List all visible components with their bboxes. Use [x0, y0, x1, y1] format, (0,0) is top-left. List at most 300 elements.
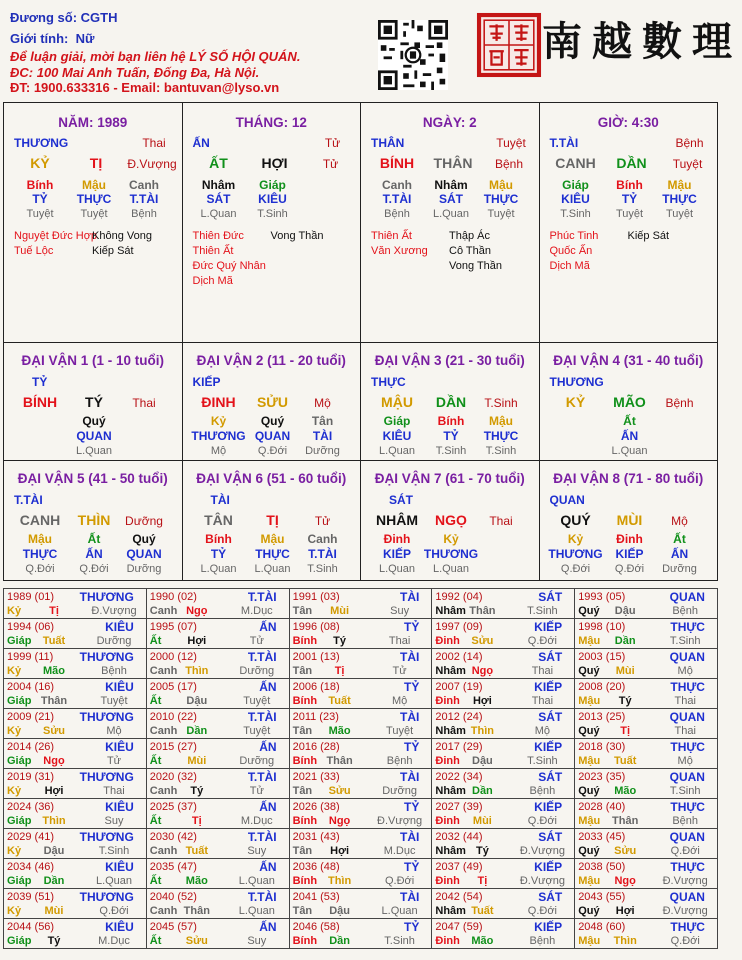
hidden-stage: L.Quan: [200, 208, 237, 220]
year-stage: L.Quan: [238, 905, 275, 917]
year-ten-god: TÀI: [400, 770, 420, 784]
year-branch: Tý: [333, 635, 347, 647]
year-cell: [431, 678, 575, 709]
shensha-bad: Thập Ác: [449, 230, 490, 242]
dai-van-hidden-ten-god: ẤN: [670, 547, 689, 561]
dai-van-hidden-stem: Bính: [437, 414, 465, 428]
dai-van-hidden-ten-god: KIÊU: [382, 429, 412, 443]
year-label: 2045 (57): [149, 921, 197, 933]
year-label: 2033 (45): [578, 831, 626, 843]
dai-van-hidden-stage: L.Quan: [75, 445, 113, 457]
year-stem: Nhâm: [435, 785, 466, 797]
year-branch: Mùi: [330, 605, 350, 617]
year-ten-god: TỶ: [404, 920, 420, 934]
dai-van-hidden-stage: Dưỡng: [662, 563, 697, 575]
year-stage: Thai: [388, 635, 411, 647]
year-ten-god: ẤN: [259, 920, 277, 934]
year-branch: Tý: [618, 695, 632, 707]
year-ten-god: ẤN: [259, 740, 277, 754]
year-ten-god: T.TÀI: [247, 590, 277, 604]
hidden-stem: Giáp: [259, 178, 286, 192]
year-label: 1995 (07): [149, 621, 197, 633]
year-cell: [289, 738, 433, 769]
year-stem: Đinh: [435, 695, 460, 707]
year-stem: Giáp: [7, 935, 32, 947]
shensha-good: Quốc Ấn: [549, 245, 593, 257]
year-label: 2028 (40): [578, 801, 626, 813]
dai-van-branch: MÙI: [616, 512, 643, 528]
year-cell: [574, 888, 718, 919]
phone-email-line[interactable]: ĐT: 1900.633316 - Email: bantuvan@lyso.vn: [10, 80, 280, 95]
year-stem: Mậu: [578, 635, 601, 647]
year-cell: [431, 828, 575, 859]
hidden-stem: Bính: [616, 178, 643, 192]
year-branch: Mùi: [44, 905, 64, 917]
year-stem: Bính: [292, 695, 318, 707]
year-cell: [146, 828, 290, 859]
pillar-ten-god: T.TÀI: [549, 136, 579, 150]
year-cell: [289, 708, 433, 739]
dai-van-hidden-stem: Giáp: [383, 414, 411, 428]
year-ten-god: THỰC: [670, 920, 705, 934]
hidden-ten-god: SÁT: [439, 192, 463, 206]
hidden-stem: Canh: [382, 178, 412, 192]
dai-van-hidden-stage: L.Quan: [254, 563, 291, 575]
year-ten-god: THƯƠNG: [79, 770, 134, 784]
year-label: 2018 (30): [578, 741, 626, 753]
year-stage: Dưỡng: [239, 755, 275, 767]
year-stem: Quý: [578, 905, 600, 917]
year-cell: [3, 588, 147, 619]
year-branch: Tý: [475, 845, 489, 857]
dai-van-ten-god: THỰC: [371, 375, 406, 389]
pillar-branch-stage: Đ.Vượng: [127, 157, 177, 171]
dai-van-stage: Mộ: [671, 514, 688, 528]
dai-van-hidden-stage: L.Quan: [200, 563, 237, 575]
year-branch: Thân: [612, 815, 639, 827]
dai-van-hidden-stem: Kỷ: [443, 532, 459, 546]
year-branch: Thân: [40, 695, 68, 707]
year-ten-god: THỰC: [670, 860, 705, 874]
year-branch: Mùi: [472, 815, 492, 827]
year-stem: Đinh: [435, 755, 460, 767]
dai-van-ten-god: THƯƠNG: [549, 375, 604, 389]
year-cell: [3, 888, 147, 919]
year-stem: Tân: [292, 665, 313, 677]
dai-van-hidden-ten-god: THƯƠNG: [191, 429, 246, 443]
dai-van-stem: NHÂM: [376, 512, 418, 528]
year-stem: Nhâm: [435, 665, 466, 677]
year-ten-god: QUAN: [669, 650, 705, 664]
year-branch: Tị: [334, 665, 345, 677]
year-stage: Tử: [249, 635, 264, 647]
year-cell: [574, 918, 718, 949]
contact-line[interactable]: Để luận giải, mời bạn liên hệ LÝ SỐ HỘI QUÁN.: [10, 49, 301, 64]
year-stage: Thai: [531, 665, 554, 677]
dai-van-hidden-ten-god: TÀI: [312, 429, 333, 443]
year-stem: Đinh: [435, 935, 460, 947]
year-cell: [431, 618, 575, 649]
year-stem: Ất: [149, 755, 162, 767]
year-cell: [574, 708, 718, 739]
gioi-tinh-label: Giới tính:: [10, 31, 69, 46]
year-stem: Bính: [292, 755, 318, 767]
dai-van-hidden-stem: Ất: [87, 532, 101, 546]
year-cell: [146, 798, 290, 829]
dai-van-ten-god: SÁT: [389, 493, 413, 507]
year-label: 1992 (04): [435, 591, 483, 603]
year-stem: Giáp: [7, 695, 32, 707]
dai-van-cell: [3, 342, 183, 461]
year-branch: Thìn: [327, 875, 352, 887]
year-label: 2013 (25): [578, 711, 626, 723]
year-cell: [3, 918, 147, 949]
year-cell: [289, 858, 433, 889]
year-ten-god: THƯƠNG: [79, 830, 134, 844]
hidden-stage: Tuyệt: [615, 208, 644, 220]
pillar-branch: DẦN: [616, 155, 647, 171]
year-ten-god: TỶ: [404, 800, 420, 814]
year-cell: [289, 888, 433, 919]
year-stem: Quý: [578, 725, 600, 737]
year-stage: Suy: [104, 815, 124, 827]
year-stem: Kỷ: [7, 605, 22, 617]
year-ten-god: THỰC: [670, 740, 705, 754]
hidden-stage: Tuyệt: [487, 208, 515, 220]
year-ten-god: ẤN: [259, 620, 277, 634]
year-stem: Bính: [292, 635, 318, 647]
year-cell: [574, 858, 718, 889]
year-ten-god: THỰC: [670, 800, 705, 814]
year-ten-god: THƯƠNG: [79, 590, 134, 604]
year-label: 2005 (17): [149, 681, 197, 693]
dai-van-hidden-stem: Mậu: [489, 414, 513, 428]
shensha-good: Tuế Lộc: [14, 245, 54, 257]
year-cell: [3, 708, 147, 739]
qr-code-icon[interactable]: [378, 20, 448, 90]
dai-van-stage: Mộ: [314, 396, 331, 410]
year-stem: Ất: [149, 935, 162, 947]
year-cell: [146, 858, 290, 889]
year-stage: Q.Đới: [670, 845, 700, 857]
year-ten-god: KIẾP: [534, 920, 563, 934]
year-stem: Giáp: [7, 755, 32, 767]
pillar-ten-god: THƯƠNG: [14, 136, 69, 150]
year-label: 2007 (19): [435, 681, 483, 693]
year-stem: Canh: [149, 785, 178, 797]
year-label: 2024 (36): [7, 801, 55, 813]
year-ten-god: KIÊU: [105, 800, 134, 814]
pillar-cell: [360, 102, 540, 343]
year-stage: Dưỡng: [382, 785, 417, 797]
dai-van-hidden-stage: Mộ: [210, 445, 227, 457]
year-label: 2027 (39): [435, 801, 483, 813]
dai-van-title: ĐẠI VẬN 2 (11 - 20 tuổi): [196, 353, 346, 368]
year-stem: Canh: [149, 905, 178, 917]
pillar-stem: BÍNH: [379, 155, 415, 171]
year-ten-god: SÁT: [538, 710, 563, 724]
year-stem: Tân: [292, 605, 313, 617]
year-stage: Đ.Vượng: [662, 875, 708, 887]
dai-van-cell: [539, 342, 719, 461]
year-ten-god: ẤN: [259, 800, 277, 814]
gioi-tinh-line: [10, 31, 94, 46]
dai-van-hidden-stage: Dưỡng: [126, 563, 162, 575]
year-stage: Thai: [674, 695, 696, 707]
pillar-stem: CANH: [555, 155, 596, 171]
dai-van-stem: QUÝ: [560, 512, 591, 528]
year-ten-god: QUAN: [669, 710, 705, 724]
year-stage: Suy: [247, 845, 267, 857]
hidden-stage: T.Sinh: [257, 208, 288, 220]
year-label: 1998 (10): [578, 621, 626, 633]
year-label: 2035 (47): [149, 861, 197, 873]
dai-van-title: ĐẠI VẬN 6 (51 - 60 tuổi): [196, 471, 347, 486]
year-stage: Dưỡng: [96, 635, 132, 647]
year-stem: Nhâm: [435, 725, 466, 737]
year-cell: [146, 738, 290, 769]
year-ten-god: KIẾP: [534, 800, 563, 814]
year-stem: Kỷ: [7, 845, 22, 857]
dai-van-ten-god: KIẾP: [192, 375, 221, 389]
dai-van-stage: Dưỡng: [125, 514, 163, 528]
year-label: 2022 (34): [435, 771, 483, 783]
year-branch: Tị: [191, 815, 202, 827]
shensha-bad: Kiếp Sát: [627, 230, 670, 242]
dai-van-stem: BÍNH: [22, 394, 58, 410]
year-branch: Tuất: [42, 635, 66, 647]
pillar-cell: [539, 102, 719, 343]
year-stage: Q.Đới: [527, 815, 557, 827]
year-label: 2010 (22): [149, 711, 197, 723]
year-cell: [289, 918, 433, 949]
year-ten-god: KIẾP: [534, 740, 563, 754]
year-cell: [146, 678, 290, 709]
year-stage: L.Quan: [381, 905, 418, 917]
hidden-ten-god: KIÊU: [258, 192, 287, 206]
year-stage: T.Sinh: [669, 635, 701, 647]
hidden-ten-god: T.TÀI: [382, 192, 412, 206]
pillar-stem: ẤT: [209, 155, 228, 171]
year-cell: [146, 768, 290, 799]
hidden-stem: Nhâm: [434, 178, 468, 192]
year-label: 2026 (38): [292, 801, 340, 813]
shensha-good: Thiên Đức: [192, 230, 244, 242]
year-stage: M.Dục: [383, 845, 416, 857]
year-stage: Mộ: [534, 725, 551, 737]
dai-van-hidden-ten-god: T.TÀI: [308, 547, 337, 561]
year-branch: Ngọ: [614, 875, 636, 887]
dai-van-hidden-stem: Mậu: [28, 532, 52, 546]
dai-van-hidden-stage: Q.Đới: [560, 563, 591, 575]
year-label: 2039 (51): [7, 891, 55, 903]
year-ten-god: TÀI: [400, 710, 420, 724]
year-ten-god: THƯƠNG: [79, 650, 134, 664]
dai-van-hidden-stem: Ất: [673, 532, 686, 546]
year-ten-god: SÁT: [538, 650, 563, 664]
year-label: 2012 (24): [435, 711, 483, 723]
dai-van-hidden-stem: Mậu: [260, 532, 285, 546]
year-branch: Mão: [185, 875, 208, 887]
dai-van-hidden-stem: Quý: [132, 532, 156, 546]
year-label: 2017 (29): [435, 741, 483, 753]
year-branch: Mùi: [187, 755, 207, 767]
year-branch: Thìn: [470, 725, 494, 737]
year-stem: Kỷ: [7, 905, 22, 917]
year-cell: [574, 588, 718, 619]
address-line: ĐC: 100 Mai Anh Tuấn, Đống Đa, Hà Nội.: [10, 65, 260, 80]
year-label: 2047 (59): [435, 921, 483, 933]
year-branch: Thân: [183, 905, 210, 917]
hidden-ten-god: THỰC: [76, 192, 112, 206]
year-cell: [574, 678, 718, 709]
year-branch: Ngọ: [471, 665, 494, 677]
dai-van-stem: CANH: [19, 512, 61, 528]
year-stage: Suy: [390, 605, 410, 617]
year-stem: Ất: [149, 695, 162, 707]
year-ten-god: QUAN: [669, 590, 705, 604]
year-stage: Đ.Vượng: [662, 905, 708, 917]
hidden-stage: T.Sinh: [560, 208, 591, 220]
shensha-bad: Vong Thần: [270, 230, 324, 242]
year-cell: [574, 618, 718, 649]
year-cell: [289, 678, 433, 709]
year-cell: [289, 828, 433, 859]
year-stage: Bệnh: [672, 605, 699, 617]
year-ten-god: SÁT: [538, 830, 563, 844]
shensha-good: Dịch Mã: [549, 260, 590, 272]
dai-van-stage: T.Sinh: [484, 396, 518, 410]
dai-van-cell: [3, 460, 183, 581]
year-cell: [431, 738, 575, 769]
year-branch: Mão: [43, 665, 65, 677]
year-branch: Sửu: [614, 845, 637, 857]
year-ten-god: TÀI: [400, 890, 420, 904]
dai-van-hidden-ten-god: QUAN: [254, 429, 291, 443]
dai-van-hidden-ten-god: THỰC: [483, 429, 519, 443]
year-label: 1991 (03): [292, 591, 340, 603]
year-cell: [574, 798, 718, 829]
year-ten-god: THƯƠNG: [79, 710, 134, 724]
hidden-stem: Nhâm: [201, 178, 236, 192]
dai-van-branch: MÃO: [613, 394, 646, 410]
year-stem: Canh: [149, 605, 178, 617]
year-ten-god: TỶ: [404, 620, 420, 634]
year-cell: [3, 678, 147, 709]
year-branch: Dậu: [472, 755, 493, 767]
year-stage: Tuyệt: [243, 695, 271, 707]
dai-van-hidden-stem: Quý: [260, 414, 285, 428]
year-stage: Q.Đới: [384, 875, 415, 887]
year-cell: [146, 588, 290, 619]
dai-van-hidden-ten-god: QUAN: [76, 429, 112, 443]
year-stem: Ất: [149, 875, 162, 887]
year-label: 2025 (37): [149, 801, 197, 813]
year-stem: Đinh: [435, 635, 460, 647]
shensha-good: Thiên Ất: [192, 245, 234, 257]
year-stem: Ất: [149, 815, 162, 827]
year-stage: Mộ: [391, 695, 408, 707]
year-stage: Thai: [531, 695, 554, 707]
pillar-stage-top: Tuyệt: [496, 136, 526, 150]
year-stem: Bính: [292, 935, 318, 947]
dai-van-hidden-stage: T.Sinh: [307, 563, 338, 575]
dai-van-hidden-stage: L.Quan: [432, 563, 470, 575]
year-branch: Tị: [620, 725, 631, 737]
dai-van-ten-god: T.TÀI: [14, 493, 43, 507]
year-label: 2038 (50): [578, 861, 626, 873]
year-stage: Bệnh: [529, 935, 556, 947]
dai-van-stem: KỶ: [565, 394, 586, 410]
hidden-ten-god: TỶ: [621, 192, 638, 206]
year-stem: Canh: [149, 725, 178, 737]
hidden-stage: L.Quan: [432, 208, 470, 220]
year-stem: Bính: [292, 875, 318, 887]
hidden-ten-god: TỶ: [32, 192, 48, 206]
year-cell: [431, 708, 575, 739]
year-cell: [289, 648, 433, 679]
year-label: 2020 (32): [149, 771, 197, 783]
year-label: 1989 (01): [7, 591, 55, 603]
dai-van-hidden-stage: T.Sinh: [435, 445, 467, 457]
year-branch: Hợi: [472, 695, 492, 707]
year-ten-god: KIÊU: [105, 620, 134, 634]
year-branch: Sửu: [185, 935, 208, 947]
year-stage: Tử: [392, 665, 407, 677]
year-stage: T.Sinh: [527, 755, 558, 767]
year-stem: Canh: [149, 665, 178, 677]
year-branch: Dậu: [614, 605, 636, 617]
year-ten-god: KIÊU: [105, 680, 134, 694]
year-cell: [146, 648, 290, 679]
dai-van-ten-god: QUAN: [549, 493, 585, 507]
year-cell: [289, 798, 433, 829]
hidden-ten-god: T.TÀI: [129, 192, 159, 206]
pillar-title: THÁNG: 12: [235, 115, 307, 130]
dai-van-branch: NGỌ: [435, 512, 467, 528]
year-label: 2043 (55): [578, 891, 626, 903]
hidden-stage: Tuyệt: [665, 208, 694, 220]
year-stage: Suy: [247, 935, 267, 947]
hidden-stem: Giáp: [562, 178, 589, 192]
duong-so-value: CGTH: [80, 10, 118, 25]
dai-van-hidden-ten-god: THƯƠNG: [548, 547, 603, 561]
year-label: 2000 (12): [149, 651, 197, 663]
dai-van-title: ĐẠI VẬN 1 (1 - 10 tuổi): [21, 353, 164, 368]
dai-van-title: ĐẠI VẬN 5 (41 - 50 tuổi): [17, 471, 168, 486]
pillar-branch-stage: Tuyệt: [672, 157, 703, 171]
year-cell: [3, 648, 147, 679]
year-cell: [146, 918, 290, 949]
shensha-good: Dịch Mã: [192, 275, 233, 287]
year-branch: Mão: [328, 725, 351, 737]
year-ten-god: KIÊU: [105, 860, 134, 874]
year-branch: Hợi: [615, 905, 635, 917]
year-stem: Kỷ: [7, 725, 22, 737]
dai-van-stem: TÂN: [204, 512, 233, 528]
year-label: 2034 (46): [7, 861, 55, 873]
year-stage: Bệnh: [672, 815, 699, 827]
shensha-good: Đức Quý Nhân: [192, 260, 266, 272]
year-branch: Ngọ: [328, 815, 351, 827]
year-stem: Giáp: [7, 815, 32, 827]
year-ten-god: T.TÀI: [247, 710, 277, 724]
year-stem: Giáp: [7, 635, 32, 647]
year-branch: Tý: [190, 785, 204, 797]
year-cell: [3, 768, 147, 799]
year-branch: Dần: [186, 725, 208, 737]
year-branch: Mùi: [615, 665, 635, 677]
